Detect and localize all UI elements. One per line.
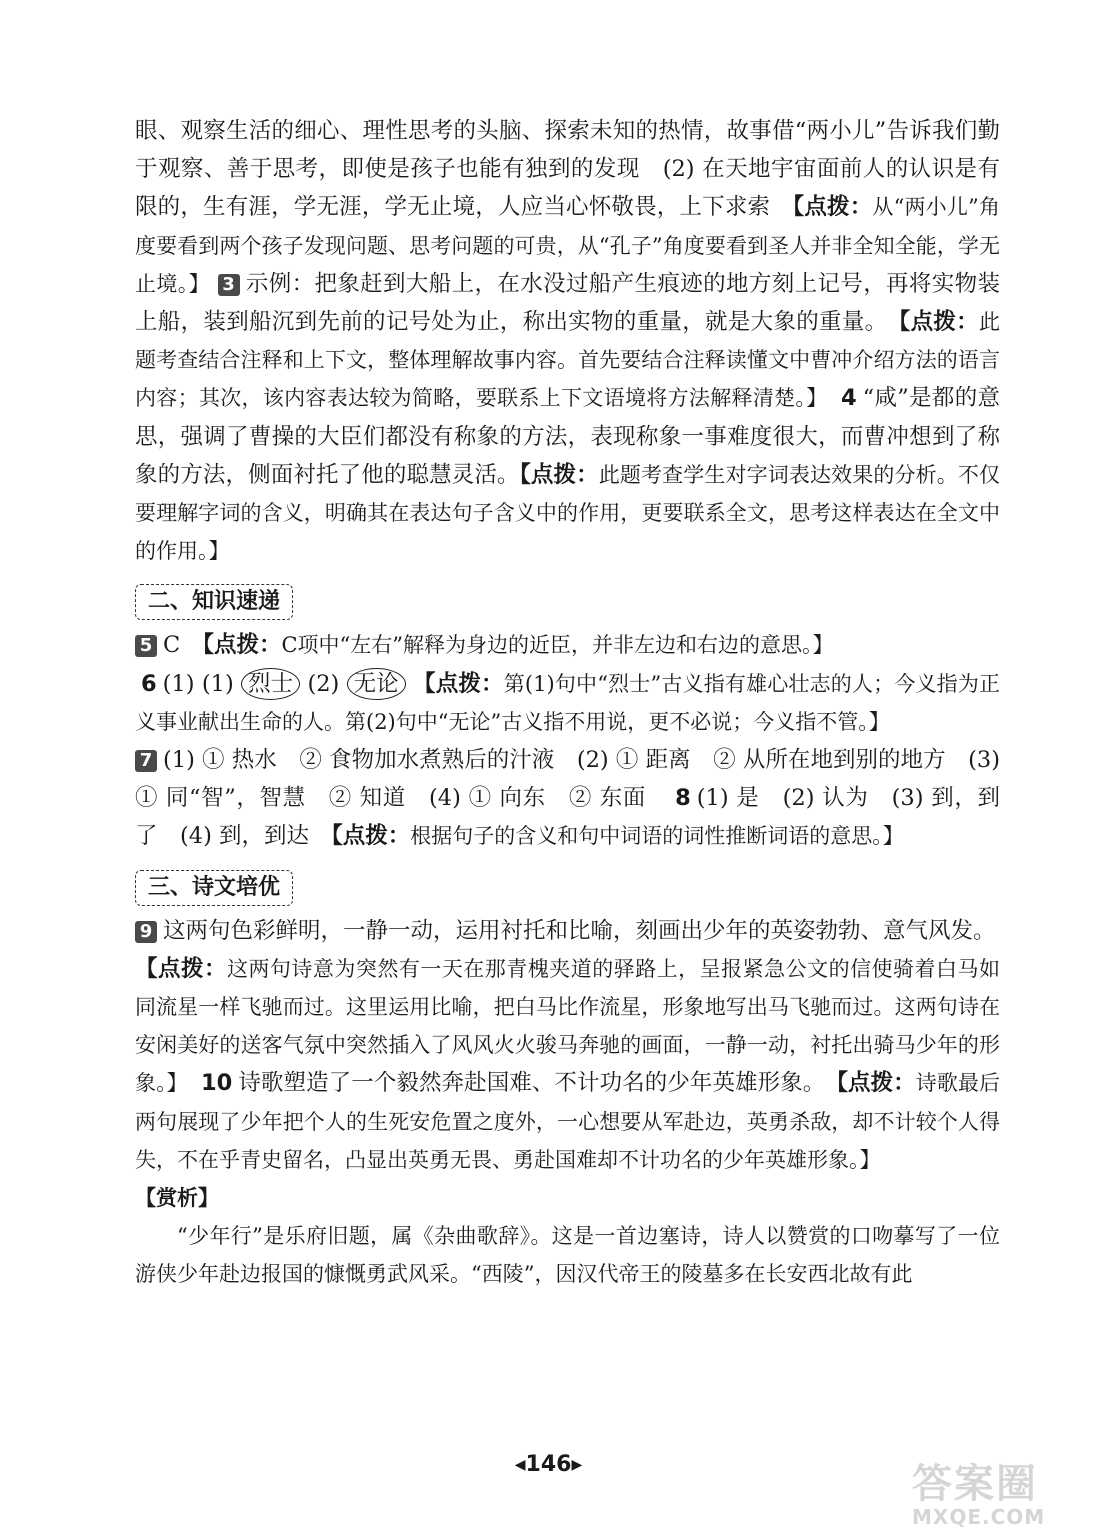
tip-text: 诗歌最后两句展现了少年把个人的生死安危置之度外，一心想要从军赴边，英勇杀敌，却不计较个人得失，不在乎青史留名，凸显出英勇无畏、勇赴国难却不计功名的少年英雄形象。】 bbox=[135, 1071, 1000, 1172]
tip-label: 【点拨： bbox=[899, 309, 979, 336]
answer-block-1 bbox=[135, 112, 1000, 570]
question-9-tip bbox=[135, 950, 1000, 1179]
answer-7-text: (1) ① 热水 ② 食物加水煮熟后的汁液 (2) ① 距离 ② 从所在地到别的地方 (3) ① 同“智”，智慧 ② 知道 (4) ① 向东 ② 东面 bbox=[135, 747, 1000, 812]
question-5 bbox=[135, 626, 1000, 664]
question-9 bbox=[135, 912, 1000, 950]
appreciation-heading: 【赏析】 bbox=[135, 1186, 219, 1211]
question-7-8 bbox=[135, 741, 1000, 856]
answer-6-pre: (1) (1) bbox=[162, 670, 234, 697]
tip-text: 此题考查结合注释和上下文，整体理解故事内容。首先要结合注释读懂文中曹冲介绍方法的语言内容；其次，该内容表达较为简略，要联系上下文语境将方法解释清楚。】 bbox=[135, 310, 1000, 411]
tip-label: 【点拨： bbox=[519, 461, 599, 488]
answer-5-text: C bbox=[163, 632, 203, 659]
question-number-9: 9 bbox=[135, 921, 157, 943]
answer-9-text: 这两句色彩鲜明，一静一动，运用衬托和比喻，刻画出少年的英姿勃勃、意气风发。 bbox=[163, 917, 996, 944]
answer-8-text: (1) 是 (2) 认为 (3) 到，到了 (4) 到，到达 bbox=[135, 785, 1000, 850]
tip-text: 从“两小儿”角度要看到两个孩子发现问题、思考问题的可贵，从“孔子”角度要看到圣人并非全知全能，学无止境。】 bbox=[135, 195, 1000, 296]
circled-word-1: 烈士 bbox=[241, 668, 300, 700]
circled-word-2: 无论 bbox=[347, 668, 406, 700]
tip-label: 【点拨： bbox=[836, 1070, 916, 1097]
question-number-5: 5 bbox=[135, 635, 157, 657]
answer-6-mid: (2) bbox=[307, 670, 340, 697]
tip-text: 第(1)句中“烈士”古义指有雄心壮志的人；今义指为正义事业献出生命的人。第(2)句中“无论”古义指不用说，更不必说；今义指不管。】 bbox=[135, 671, 1001, 734]
question-number-10: 10 bbox=[200, 1070, 233, 1097]
tip-label: 【点拨： bbox=[135, 955, 227, 982]
question-number-7: 7 bbox=[135, 750, 157, 772]
question-6 bbox=[135, 665, 1000, 741]
tip-label: 【点拨： bbox=[413, 670, 504, 697]
question-number-4: 4 bbox=[841, 385, 857, 412]
question-number-3: 3 bbox=[218, 274, 240, 296]
answer-4-text: “咸”是都的意思，强调了曹操的大臣们都没有称象的方法，表现称象一事难度很大，而曹冲想到了称象的方法，侧面衬托了他的聪慧灵活。 bbox=[135, 385, 1001, 488]
watermark-url: MXQE.COM bbox=[912, 1505, 1046, 1529]
tip-text: 根据句子的含义和句中词语的词性推断词语的意思。】 bbox=[410, 824, 904, 849]
section-heading-3: 三、诗文培优 bbox=[135, 870, 293, 906]
tip-label: 【点拨： bbox=[792, 194, 873, 221]
tip-text: 此题考查学生对字词表达效果的分析。不仅要理解字词的含义，明确其在表达句子含义中的作用，更要联系全文，思考这样表达在全文中的作用。】 bbox=[135, 462, 1000, 564]
tip-text: C项中“左右”解释为身边的近臣，并非左边和右边的意思。】 bbox=[281, 633, 834, 658]
answer-10-text: 诗歌塑造了一个毅然奔赴国难、不计功名的少年英雄形象。 bbox=[238, 1070, 837, 1097]
question-number-8: 8 bbox=[675, 785, 691, 812]
section-heading-2: 二、知识速递 bbox=[135, 584, 293, 620]
question-number-6: 6 bbox=[141, 670, 157, 697]
answer-3-text: 示例：把象赶到大船上，在水没过船产生痕迹的地方刻上记号，再将实物装上船，装到船沉到先前的记号处为止，称出实物的重量，就是大象的重量。 bbox=[135, 270, 1001, 336]
answer-2-text: 眼、观察生活的细心、理性思考的头脑、探索未知的热情，故事借“两小儿”告诉我们勤于观察、善于思考，即使是孩子也能有独到的发现 (2) 在天地宇宙面前人的认识是有限的，生有涯，学无涯，学无止境，人应当心怀敬畏，上下求索 bbox=[135, 118, 1000, 221]
left-triangle-icon: ◀ bbox=[514, 1457, 526, 1473]
tip-text: 这两句诗意为突然有一天在那青槐夹道的驿路上，呈报紧急公文的信使骑着白马如同流星一样飞驰而过。这里运用比喻，把白马比作流星，形象地写出马飞驰而过。这两句诗在安闲美好的送客气氛中突然插入了风风火火骏马奔驰的画面，一静一动，衬托出骑马少年的形象。】 bbox=[135, 956, 1000, 1096]
tip-label: 【点拨： bbox=[202, 632, 282, 659]
appreciation-text: “少年行”是乐府旧题，属《杂曲歌辞》。这是一首边塞诗，诗人以赞赏的口吻摹写了一位游侠少年赴边报国的慷慨勇武风采。“西陵”，因汉代帝王的陵墓多在长安西北故有此 bbox=[135, 1224, 1000, 1287]
right-triangle-icon: ▶ bbox=[571, 1457, 583, 1473]
watermark-title: 答案圈 bbox=[912, 1461, 1038, 1507]
page-number-text: 146 bbox=[525, 1452, 572, 1477]
answer-content bbox=[135, 112, 1000, 1293]
watermark-logo bbox=[912, 1462, 1090, 1532]
tip-label: 【点拨： bbox=[331, 823, 411, 850]
